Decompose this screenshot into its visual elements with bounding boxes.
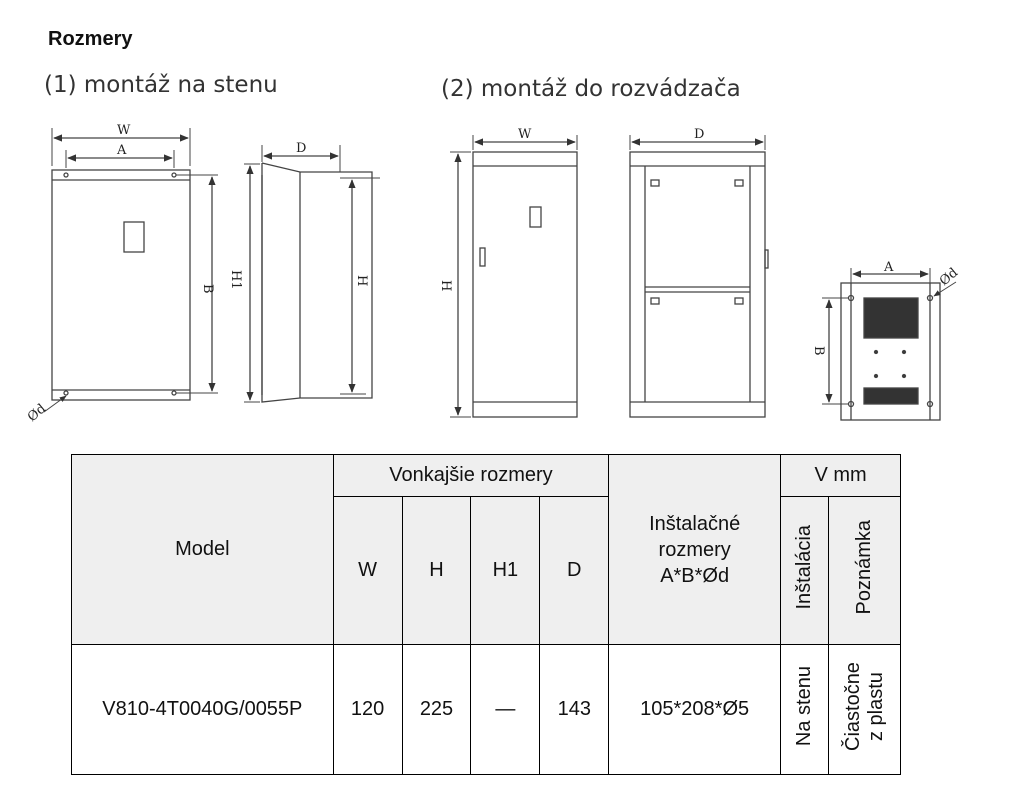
cell-d: 143 [540,645,609,775]
header-unit: V mm [781,455,901,497]
header-outer-dimensions: Vonkajšie rozmery [333,455,609,497]
label-b-plate: B [811,346,826,356]
cell-install [781,645,829,775]
label-d-plate: Ød [936,265,962,290]
cell-h1: — [471,645,540,775]
label-d-wall: Ød [24,401,50,426]
wall-side-view [244,145,380,402]
label-w: W [117,123,131,138]
install-label: Inštalácia [793,525,816,610]
wall-front-view [44,128,218,412]
cell-model: V810-4T0040G/0055P [72,645,334,775]
cabinet-side-view [630,135,768,417]
header-install [781,497,829,645]
header-model: Model [72,455,334,645]
header-note [829,497,901,645]
install-dimensions-label: Inštalačné rozmery A*B*Ød [649,512,741,587]
label-a: A [117,143,127,158]
header-install-dimensions [609,455,781,645]
label-a-plate: A [884,260,894,275]
label-h-side: H [354,275,369,287]
label-w-cabinet: W [518,127,532,142]
label-b: B [200,284,215,294]
cabinet-mount-caption: (2) montáž do rozvádzača [441,76,741,102]
note-label: Poznámka [853,520,875,615]
cell-note [829,645,901,775]
header-d: D [540,497,609,645]
header-h: H [402,497,471,645]
cabinet-front-view [450,135,577,417]
cell-w: 120 [333,645,402,775]
install-value: Na stenu [793,666,816,747]
header-w: W [333,497,402,645]
cell-install-dimensions: 105*208*Ø5 [609,645,781,775]
note-value: Čiastočne z plastu [841,662,887,751]
wall-mount-caption: (1) montáž na stenu [44,72,278,98]
label-h-cabinet: H [438,280,453,292]
header-h1: H1 [471,497,540,645]
dimensions-table [71,454,901,775]
table-row [72,645,901,775]
label-h1: H1 [228,270,243,290]
label-d-cabinet: D [694,127,705,142]
label-d-side: D [296,141,307,156]
page-title: Rozmery [48,28,133,50]
cell-h: 225 [402,645,471,775]
mounting-plate-view [822,268,956,420]
